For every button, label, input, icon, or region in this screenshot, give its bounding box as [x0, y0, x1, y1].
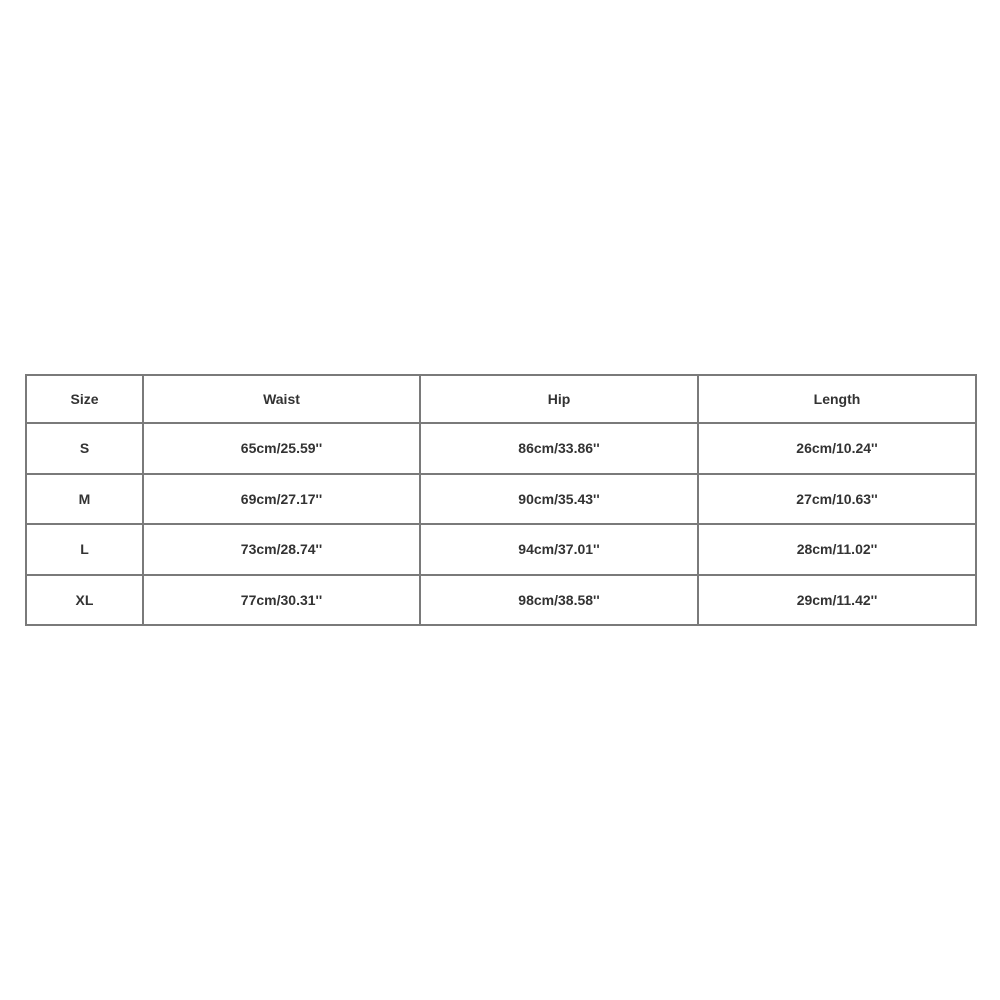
table-row: [26, 524, 976, 575]
cell-waist: 73cm/28.74'': [143, 524, 420, 575]
header-length: Length: [698, 375, 976, 423]
cell-size: XL: [26, 575, 143, 626]
cell-length: 28cm/11.02'': [698, 524, 976, 575]
cell-length: 29cm/11.42'': [698, 575, 976, 626]
cell-length: 27cm/10.63'': [698, 474, 976, 525]
cell-waist: 65cm/25.59'': [143, 423, 420, 474]
cell-size: M: [26, 474, 143, 525]
cell-hip: 98cm/38.58'': [420, 575, 698, 626]
cell-waist: 77cm/30.31'': [143, 575, 420, 626]
cell-size: S: [26, 423, 143, 474]
cell-length: 26cm/10.24'': [698, 423, 976, 474]
header-size: Size: [26, 375, 143, 423]
table-row: [26, 423, 976, 474]
cell-size: L: [26, 524, 143, 575]
table-header-row: [26, 375, 976, 423]
table-row: [26, 575, 976, 626]
header-hip: Hip: [420, 375, 698, 423]
size-chart-table: [25, 374, 977, 626]
cell-hip: 94cm/37.01'': [420, 524, 698, 575]
cell-waist: 69cm/27.17'': [143, 474, 420, 525]
cell-hip: 86cm/33.86'': [420, 423, 698, 474]
cell-hip: 90cm/35.43'': [420, 474, 698, 525]
table-row: [26, 474, 976, 525]
header-waist: Waist: [143, 375, 420, 423]
